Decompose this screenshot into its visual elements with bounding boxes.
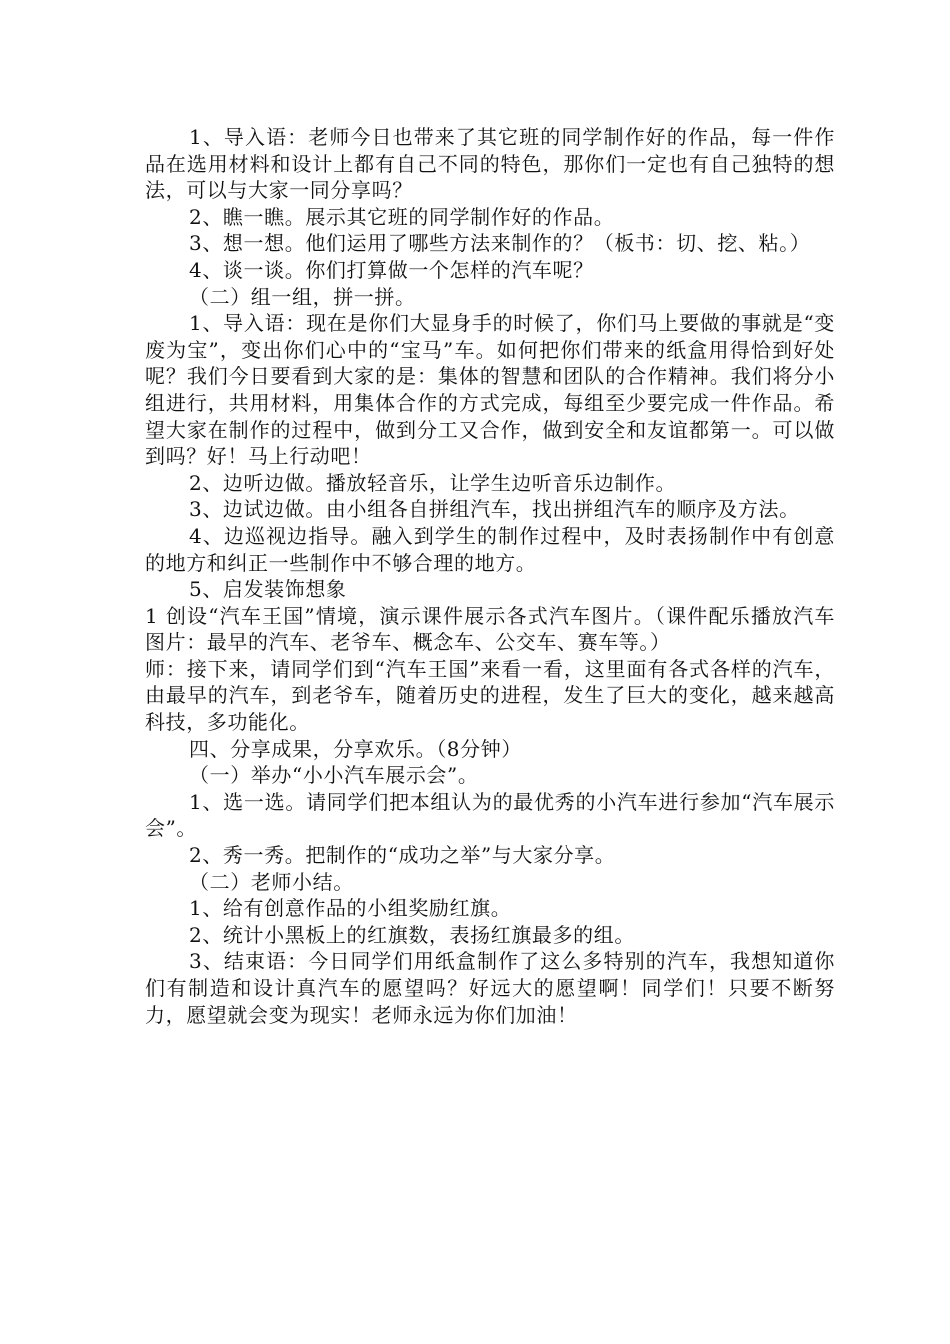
paragraph-closing: 3、结束语：今日同学们用纸盒制作了这么多特别的汽车，我想知道你们有制造和设计真汽车的愿望吗？好远大的愿望啊！同学们！只要不断努力，愿望就会变为现实！老师永远为你们加油！	[145, 949, 835, 1027]
paragraph-inspire-decoration: 5、启发装饰想象	[189, 577, 347, 602]
paragraph-talk: 4、谈一谈。你们打算做一个怎样的汽车呢？	[189, 257, 594, 282]
paragraph-look: 2、瞧一瞧。展示其它班的同学制作好的作品。	[189, 204, 615, 229]
paragraph-assemble-intro: 1、导入语：现在是你们大显身手的时候了，你们马上要做的事就是“变废为宝”，变出你们心中的“宝马”车。如何把你们带来的纸盒用得恰到好处呢？我们今日要看到大家的是：集体的智慧和团队的合作精神。我们将分小组进行，共用材料，用集体合作的方式完成，每组至少要完成一件作品。希望大家在制作的过程中，做到分工又合作，做到安全和友谊都第一。可以做到吗？好！马上行动吧！	[145, 311, 835, 469]
paragraph-try-and-make: 3、边试边做。由小组各自拼组汽车，找出拼组汽车的顺序及方法。	[189, 497, 800, 522]
section-heading-share-results: 四、分享成果，分享欢乐。（8分钟）	[189, 736, 522, 761]
document-page	[145, 124, 835, 1028]
paragraph-think: 3、想一想。他们运用了哪些方法来制作的？（板书：切、挖、粘。）	[189, 231, 811, 256]
paragraph-reward: 1、给有创意作品的小组奖励红旗。	[189, 896, 512, 921]
paragraph-count-flags: 2、统计小黑板上的红旗数，表扬红旗最多的组。	[189, 922, 635, 947]
paragraph-car-kingdom-scene: 1 创设“汽车王国”情境，演示课件展示各式汽车图片。（课件配乐播放汽车图片：最早的汽车、老爷车、概念车、公交车、赛车等。）	[145, 603, 835, 655]
section-heading-assemble: （二）组一组，拼一拼。	[189, 284, 416, 309]
section-heading-car-show: （一）举办“小小汽车展示会”。	[189, 763, 479, 788]
section-heading-teacher-summary: （二）老师小结。	[189, 869, 354, 894]
paragraph-patrol-guide: 4、边巡视边指导。融入到学生的制作过程中，及时表扬制作中有创意的地方和纠正一些制作中不够合理的地方。	[145, 523, 835, 575]
paragraph-listen-and-make: 2、边听边做。播放轻音乐，让学生边听音乐边制作。	[189, 470, 677, 495]
paragraph-select: 1、选一选。请同学们把本组认为的最优秀的小汽车进行参加“汽车展示会”。	[145, 789, 835, 841]
paragraph-show: 2、秀一秀。把制作的“成功之举”与大家分享。	[189, 843, 616, 868]
paragraph-intro-statement: 1、导入语：老师今日也带来了其它班的同学制作好的作品，每一件作品在选用材料和设计上都有自己不同的特色，那你们一定也有自己独特的想法，可以与大家一同分享吗？	[145, 125, 835, 203]
paragraph-teacher-remark: 师：接下来，请同学们到“汽车王国”来看一看，这里面有各式各样的汽车，由最早的汽车，到老爷车，随着历史的进程，发生了巨大的变化，越来越高科技，多功能化。	[145, 656, 835, 735]
